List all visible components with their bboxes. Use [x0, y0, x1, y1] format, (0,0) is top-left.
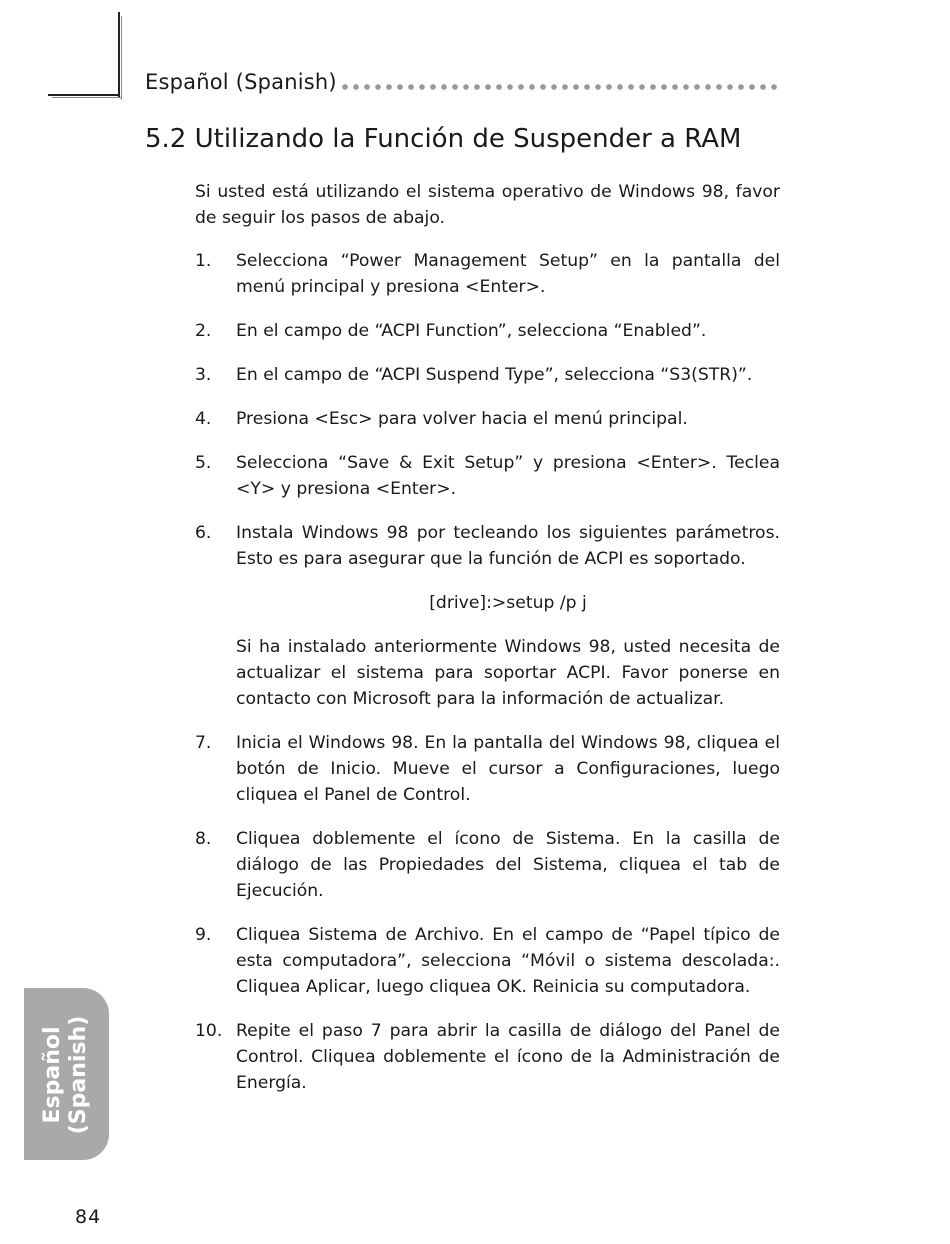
crop-mark-horizontal: [48, 94, 120, 96]
step-text: Presiona <Esc> para volver hacia el menú principal.: [236, 409, 688, 429]
step-item: [195, 362, 780, 388]
step-item: [195, 1018, 780, 1096]
step-text: Instala Windows 98 por tecleando los siguientes parámetros. Esto es para asegurar que la función de ACPI es soportado.: [236, 523, 780, 569]
step-item: [195, 248, 780, 300]
step-text: En el campo de “ACPI Suspend Type”, selecciona “S3(STR)”.: [236, 365, 753, 385]
step-number: 2.: [195, 321, 212, 341]
page-content: [195, 179, 780, 1114]
step-text: En el campo de “ACPI Function”, selecciona “Enabled”.: [236, 321, 707, 341]
step-number: 7.: [195, 733, 212, 753]
side-tab-line-1: Español: [40, 1026, 65, 1124]
setup-command: [drive]:>setup /p j: [429, 593, 587, 613]
crop-mark-horizontal-shadow: [52, 97, 122, 98]
step-text: Repite el paso 7 para abrir la casilla de diálogo del Panel de Control. Cliquea doblemente el ícono de la Administración de Energía.: [236, 1021, 780, 1093]
step-text: Cliquea Sistema de Archivo. En el campo de “Papel típico de esta computadora”, selecciona “Móvil o sistema descolada:. Cliquea Aplicar, luego cliquea OK. Reinicia su computadora.: [236, 925, 780, 997]
step-text: Selecciona “Save & Exit Setup” y presiona <Enter>. Teclea <Y> y presiona <Enter>.: [236, 453, 780, 499]
step-number: 1.: [195, 251, 212, 271]
step-item: [195, 406, 780, 432]
step-note: Si ha instalado anteriormente Windows 98, usted necesita de actualizar el sistema para soportar ACPI. Favor ponerse en contacto con Microsoft para la información de actualizar.: [236, 637, 780, 709]
header-dotted-rule: [342, 84, 780, 92]
step-number: 6.: [195, 523, 212, 543]
step-number: 8.: [195, 829, 212, 849]
page-number: 84: [75, 1206, 102, 1228]
step-number: 3.: [195, 365, 212, 385]
step-item: [195, 318, 780, 344]
step-number: 5.: [195, 453, 212, 473]
steps-list: [195, 248, 780, 1096]
step-text: Inicia el Windows 98. En la pantalla del Windows 98, cliquea el botón de Inicio. Mueve el cursor a Configuraciones, luego cliquea el Panel de Control.: [236, 733, 780, 805]
step-item: [195, 450, 780, 502]
section-title: 5.2 Utilizando la Función de Suspender a RAM: [145, 124, 742, 154]
step-number: 10.: [195, 1021, 223, 1041]
step-number: 9.: [195, 925, 212, 945]
step-item: [195, 520, 780, 712]
step-item: [195, 922, 780, 1000]
step-number: 4.: [195, 409, 212, 429]
header-language-label: Español (Spanish): [145, 70, 337, 94]
step-item: [195, 826, 780, 904]
side-tab-line-2: (Spanish): [66, 1015, 91, 1135]
step-item: [195, 730, 780, 808]
crop-mark-vertical: [118, 12, 120, 98]
step-text: Selecciona “Power Management Setup” en la pantalla del menú principal y presiona <Enter>.: [236, 251, 780, 297]
intro-paragraph: Si usted está utilizando el sistema operativo de Windows 98, favor de seguir los pasos de abajo.: [195, 182, 780, 228]
language-side-tab-label: [40, 1016, 92, 1135]
crop-mark-vertical-shadow: [121, 16, 122, 100]
step-text: Cliquea doblemente el ícono de Sistema. En la casilla de diálogo de las Propiedades del Sistema, cliquea el tab de Ejecución.: [236, 829, 780, 901]
